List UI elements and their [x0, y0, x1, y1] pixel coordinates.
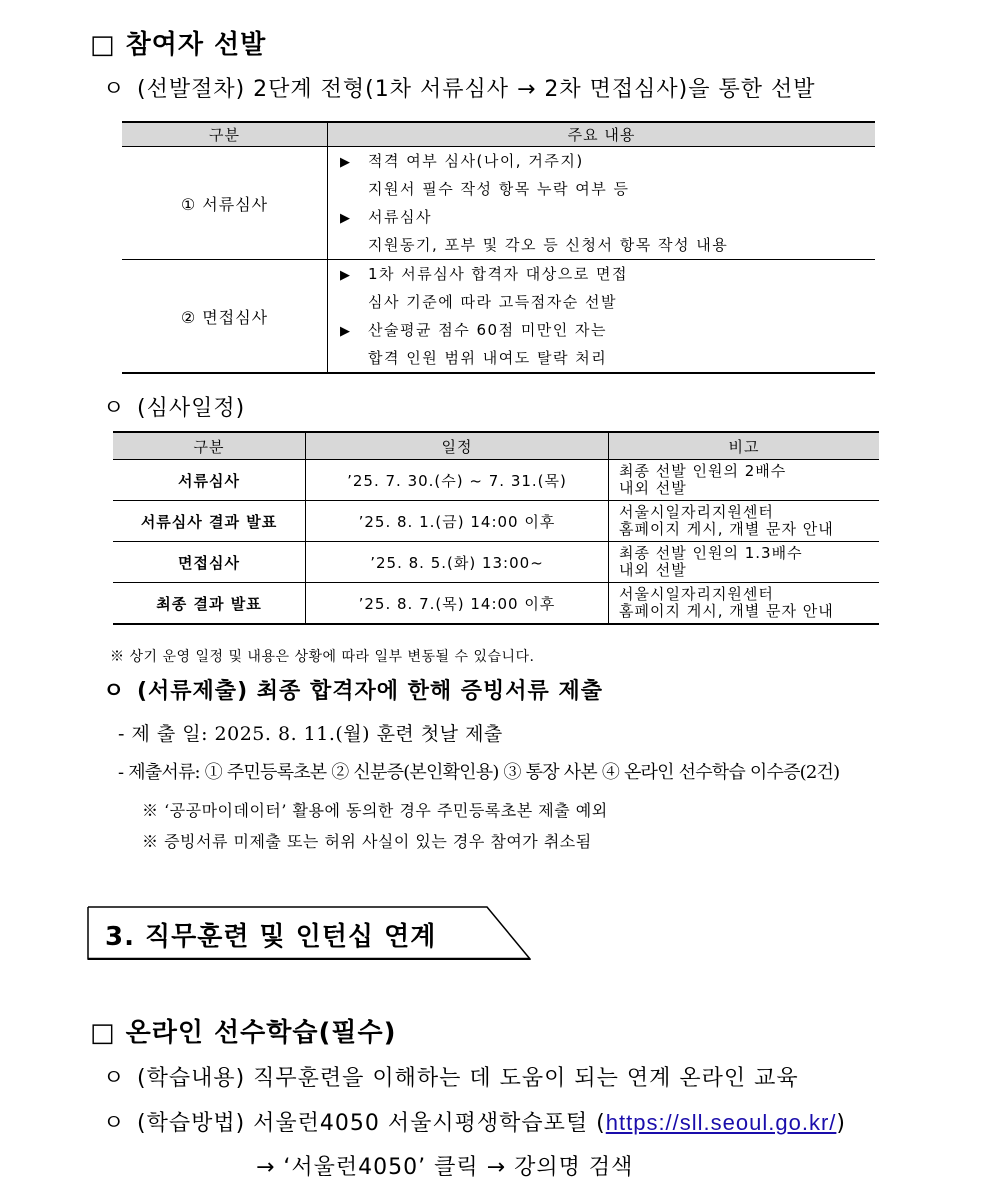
content-line: 심사 기준에 따라 고득점자순 선발: [368, 293, 617, 311]
selection-procedure: ㅇ (선발절차) 2단계 전형(1차 서류심사 → 2차 면접심사)을 통한 선발: [103, 72, 816, 103]
table-header: 구분: [113, 432, 306, 460]
section-title-online: □ 온라인 선수학습(필수): [90, 1018, 397, 1048]
portal-link[interactable]: https://sll.seoul.go.kr/: [605, 1110, 837, 1135]
content-line: ▶ 적격 여부 심사(나이, 거주지): [328, 147, 875, 175]
table-row: [113, 460, 879, 501]
bullet-icon: ㅇ: [103, 396, 126, 421]
schedule-date: ’25. 8. 7.(목) 14:00 이후: [306, 583, 609, 625]
section-3-title: 3. 직무훈련 및 인턴십 연계: [105, 922, 437, 952]
schedule-note: 최종 선발 인원의 2배수 내외 선발: [609, 460, 880, 501]
triangle-right-icon: ▶: [340, 211, 352, 226]
table-header: 구분: [122, 122, 328, 147]
learning-content: ㅇ (학습내용) 직무훈련을 이해하는 데 도움이 되는 연계 온라인 교육: [103, 1061, 799, 1092]
bullet-icon: ㅇ: [103, 1111, 126, 1136]
schedule-note: 서울시일자리지원센터 홈페이지 게시, 개별 문자 안내: [609, 583, 880, 625]
schedule-note: 서울시일자리지원센터 홈페이지 게시, 개별 문자 안내: [609, 501, 880, 542]
section-title-selection: □ 참여자 선발: [90, 30, 267, 60]
schedule-note: 최종 선발 인원의 1.3배수 내외 선발: [609, 542, 880, 583]
documents-note: ※ ‘공공마이데이터’ 활용에 동의한 경우 주민등록초본 제출 예외: [142, 801, 608, 820]
schedule-date: ’25. 8. 5.(화) 13:00~: [306, 542, 609, 583]
schedule-table: [113, 431, 879, 625]
submission-date: - 제 출 일: 2025. 8. 11.(월) 훈련 첫날 제출: [118, 723, 503, 745]
table-row: [122, 147, 875, 260]
table-header: 주요 내용: [328, 122, 876, 147]
row-label: ② 면접심사: [122, 260, 328, 374]
schedule-heading: ㅇ (심사일정): [103, 391, 245, 422]
schedule-item: 서류심사: [113, 460, 306, 501]
content-line: ▶ 산술평균 점수 60점 미만인 자는: [328, 316, 875, 344]
row-label: ① 서류심사: [122, 147, 328, 260]
triangle-right-icon: ▶: [340, 155, 352, 170]
triangle-right-icon: ▶: [340, 324, 352, 339]
bullet-icon: ㅇ: [103, 1066, 126, 1091]
section-3-box: [87, 906, 531, 960]
documents-note: ※ 증빙서류 미제출 또는 허위 사실이 있는 경우 참여가 취소됨: [142, 832, 592, 851]
schedule-footnote: ※ 상기 운영 일정 및 내용은 상황에 따라 일부 변동될 수 있습니다.: [110, 649, 535, 665]
table-row: [113, 501, 879, 542]
content-line: 합격 인원 범위 내여도 탈락 처리: [368, 349, 608, 367]
table-row: [113, 542, 879, 583]
schedule-date: ’25. 8. 1.(금) 14:00 이후: [306, 501, 609, 542]
schedule-item: 최종 결과 발표: [113, 583, 306, 625]
content-line: ▶ 1차 서류심사 합격자 대상으로 면접: [328, 260, 875, 288]
content-line: 지원동기, 포부 및 각오 등 신청서 항목 작성 내용: [368, 236, 729, 254]
documents-heading: ㅇ (서류제출) 최종 합격자에 한해 증빙서류 제출: [103, 674, 603, 705]
table-header: 비고: [609, 432, 880, 460]
learning-method: ㅇ (학습방법) 서울런4050 서울시평생학습포털 (https://sll.seoul.go.kr/): [103, 1106, 846, 1137]
content-line: 지원서 필수 작성 항목 누락 여부 등: [368, 180, 630, 198]
selection-table: [122, 121, 875, 374]
table-row: [113, 583, 879, 625]
bullet-icon: ㅇ: [103, 77, 126, 102]
triangle-right-icon: ▶: [340, 268, 352, 283]
schedule-item: 서류심사 결과 발표: [113, 501, 306, 542]
learning-step: → ‘서울런4050’ 클릭 → 강의명 검색: [256, 1155, 634, 1180]
table-header: 일정: [306, 432, 609, 460]
schedule-item: 면접심사: [113, 542, 306, 583]
table-row: [122, 260, 875, 374]
submission-docs: - 제출서류: ① 주민등록초본 ② 신분증(본인확인용) ③ 통장 사본 ④ 온라인 선수학습 이수증(2건): [118, 762, 840, 783]
schedule-date: ’25. 7. 30.(수) ~ 7. 31.(목): [306, 460, 609, 501]
content-line: ▶ 서류심사: [328, 203, 875, 231]
bullet-icon: ㅇ: [103, 679, 126, 704]
